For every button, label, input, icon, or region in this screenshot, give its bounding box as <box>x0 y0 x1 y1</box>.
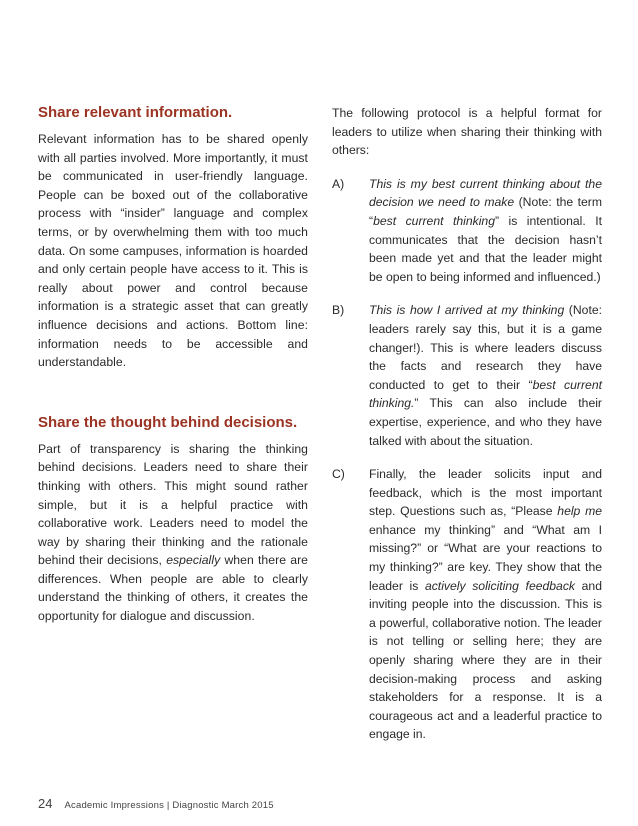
text-run: (Note: the term “ <box>369 195 602 228</box>
text-run: when there are differences. When people are able to clearly understand the thinking of others, it creates the opportunity for dialogue and discussion. <box>38 553 308 624</box>
text-run: Finally, the leader solicits input and feedback, which is the most important step. Questions such as, “Please <box>369 467 602 519</box>
page-number: 24 <box>38 796 53 811</box>
emphasis-text: This is my best current thinking about the decision we need to make <box>369 176 602 210</box>
protocol-item-a <box>332 175 602 287</box>
section-heading-share-thought: Share the thought behind decisions. <box>38 413 298 431</box>
item-text <box>369 301 602 450</box>
text-run: ” This can also include their expertise, experience, and who they have talked with about the situation. <box>369 396 602 448</box>
text-run: enhance my thinking” and “What am I missing?” or “What are your reactions to my thinking?” are key. They show that the leader is <box>369 522 602 593</box>
emphasis-text: best current thinking <box>373 213 495 228</box>
item-text <box>369 465 602 744</box>
emphasis-text: actively soliciting feedback <box>424 578 576 593</box>
left-column <box>38 104 308 626</box>
page-footer <box>38 796 274 811</box>
item-letter: B) <box>332 303 345 318</box>
text-run: ” is intentional. It communicates that the decision hasn’t been made yet and that the leader might be open to being informed and influenced.) <box>369 213 603 284</box>
item-letter: A) <box>332 176 345 191</box>
section-heading-share-relevant-information: Share relevant information. <box>38 104 233 121</box>
emphasis-text: help me <box>557 504 603 519</box>
emphasis-text: especially <box>166 553 221 568</box>
text-run: Part of transparency is sharing the thinking behind decisions. Leaders need to share their thinking with others. This might sound rather simple, but it is a helpful practice with collaborative work. Leaders need to model the way by sharing their thinking and the rationale behind their decisions, <box>38 441 308 568</box>
section-paragraph-relevant-information: Relevant information has to be shared openly with all parties involved. More importantly, it must be communicated in user-friendly language. People can be boxed out of the collaborative process with “insider” language and complex terms, or by overwhelming them with too much data. On some campuses, information is hoarded and only certain people have access to it. This is really about power and control because information is a strategic asset that can greatly influence decisions and actions. Bottom line: information needs to be accessible and understandable. <box>38 132 308 370</box>
protocol-intro: The following protocol is a helpful format for leaders to utilize when sharing their thinking with others: <box>332 106 602 158</box>
protocol-item-c <box>332 465 602 744</box>
text-run: (Note: leaders rarely say this, but it is a game changer!). This is where leaders discuss the facts and research they have conducted to get to their “ <box>369 303 602 392</box>
text-run: and inviting people into the discussion. This is a powerful, collaborative notion. The leader is not telling or selling here; they are openly sharing where they are in their decision-making process and asking stakeholders for a response. It is a courageous act and a leaderful practice to engage in. <box>369 578 602 742</box>
item-text <box>369 175 602 287</box>
emphasis-text: This is how I arrived at my thinking <box>369 303 565 318</box>
footer-publication: Academic Impressions | Diagnostic March 2015 <box>64 800 274 811</box>
protocol-item-b <box>332 301 602 450</box>
right-column <box>332 104 602 744</box>
section-share-thought <box>38 414 308 626</box>
section-paragraph-share-thought <box>38 440 308 626</box>
item-letter: C) <box>332 467 345 482</box>
emphasis-text: best current thinking. <box>369 377 602 411</box>
